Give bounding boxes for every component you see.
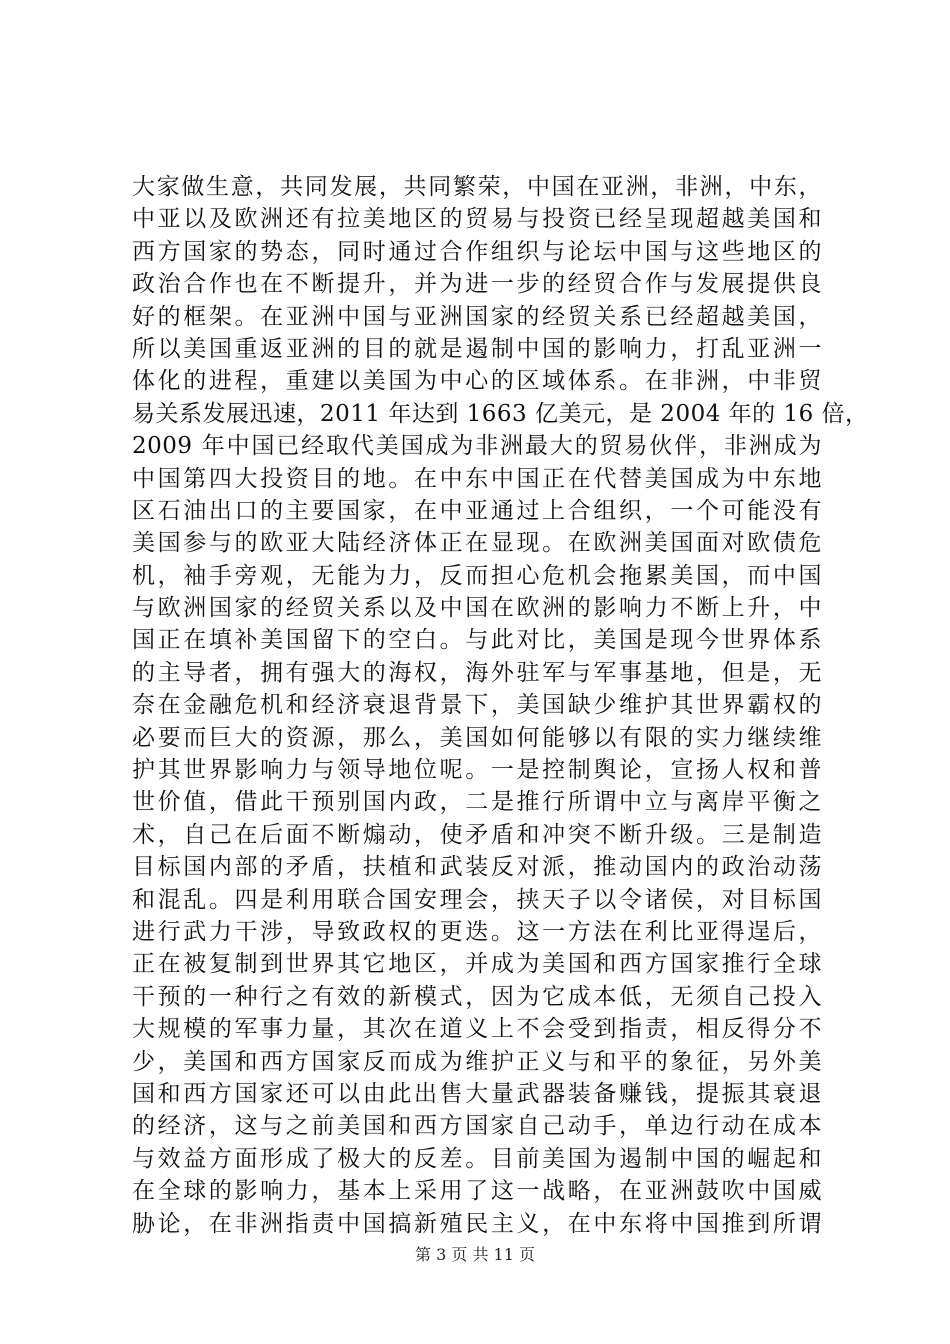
- text-line: 世价值，借此干预别国内政，二是推行所谓中立与离岸平衡之: [132, 789, 822, 816]
- text-line: 机，袖手旁观，无能为力，反而担心危机会拖累美国，而中国: [132, 562, 822, 589]
- body-text: [132, 171, 869, 1240]
- text-line: 好的框架。在亚洲中国与亚洲国家的经贸关系已经超越美国，: [132, 303, 822, 330]
- text-line: 在全球的影响力，基本上采用了这一战略，在亚洲鼓吹中国威: [132, 1178, 822, 1205]
- text-line: 和混乱。四是利用联合国安理会，挟天子以令诸侯，对目标国: [132, 886, 822, 913]
- text-line: 进行武力干涉，导致政权的更迭。这一方法在利比亚得逞后，: [132, 918, 822, 945]
- text-line: 的主导者，拥有强大的海权，海外驻军与军事基地，但是，无: [132, 659, 822, 686]
- text-line: 术，自己在后面不断煽动，使矛盾和冲突不断升级。三是制造: [132, 821, 822, 848]
- text-line: 体化的进程，重建以美国为中心的区域体系。在非洲，中非贸: [132, 368, 822, 395]
- text-line: 区石油出口的主要国家，在中亚通过上合组织，一个可能没有: [132, 497, 822, 524]
- text-line: 美国参与的欧亚大陆经济体正在显现。在欧洲美国面对欧债危: [132, 530, 822, 557]
- text-line: 国和西方国家还可以由此出售大量武器装备赚钱，提振其衰退: [132, 1080, 822, 1107]
- text-line: 奈在金融危机和经济衰退背景下，美国缺少维护其世界霸权的: [132, 692, 822, 719]
- text-line: 的经济，这与之前美国和西方国家自己动手，单边行动在成本: [132, 1113, 822, 1140]
- text-line: 胁论，在非洲指责中国搞新殖民主义，在中东将中国推到所谓: [132, 1210, 822, 1237]
- text-line: 目标国内部的矛盾，扶植和武装反对派，推动国内的政治动荡: [132, 854, 822, 881]
- text-line: 西方国家的势态，同时通过合作组织与论坛中国与这些地区的: [132, 238, 822, 265]
- text-line: 政治合作也在不断提升，并为进一步的经贸合作与发展提供良: [132, 271, 822, 298]
- text-line: 护其世界影响力与领导地位呢。一是控制舆论，宣扬人权和普: [132, 757, 822, 784]
- text-line: 必要而巨大的资源，那么，美国如何能够以有限的实力继续维: [132, 724, 822, 751]
- text-line: 与效益方面形成了极大的反差。目前美国为遏制中国的崛起和: [132, 1145, 822, 1172]
- page-footer: 第 3 页 共 11 页: [415, 1245, 535, 1264]
- text-line: 中亚以及欧洲还有拉美地区的贸易与投资已经呈现超越美国和: [132, 206, 822, 233]
- text-line: 国正在填补美国留下的空白。与此对比，美国是现今世界体系: [132, 627, 822, 654]
- text-line: 易关系发展迅速，2011 年达到 1663 亿美元，是 2004 年的 16 倍，: [132, 400, 869, 427]
- text-line: 中国第四大投资目的地。在中东中国正在代替美国成为中东地: [132, 465, 822, 492]
- text-line: 与欧洲国家的经贸关系以及中国在欧洲的影响力不断上升，中: [132, 595, 822, 622]
- text-line: 大规模的军事力量，其次在道义上不会受到指责，相反得分不: [132, 1016, 822, 1043]
- text-line: 正在被复制到世界其它地区，并成为美国和西方国家推行全球: [132, 951, 822, 978]
- text-line: 少，美国和西方国家反而成为维护正义与和平的象征，另外美: [132, 1048, 822, 1075]
- text-line: 2009 年中国已经取代美国成为非洲最大的贸易伙伴，非洲成为: [132, 433, 822, 460]
- text-line: 干预的一种行之有效的新模式，因为它成本低，无须自己投入: [132, 983, 822, 1010]
- text-line: 所以美国重返亚洲的目的就是遏制中国的影响力，打乱亚洲一: [132, 335, 822, 362]
- text-line: 大家做生意，共同发展，共同繁荣，中国在亚洲，非洲，中东，: [132, 174, 822, 200]
